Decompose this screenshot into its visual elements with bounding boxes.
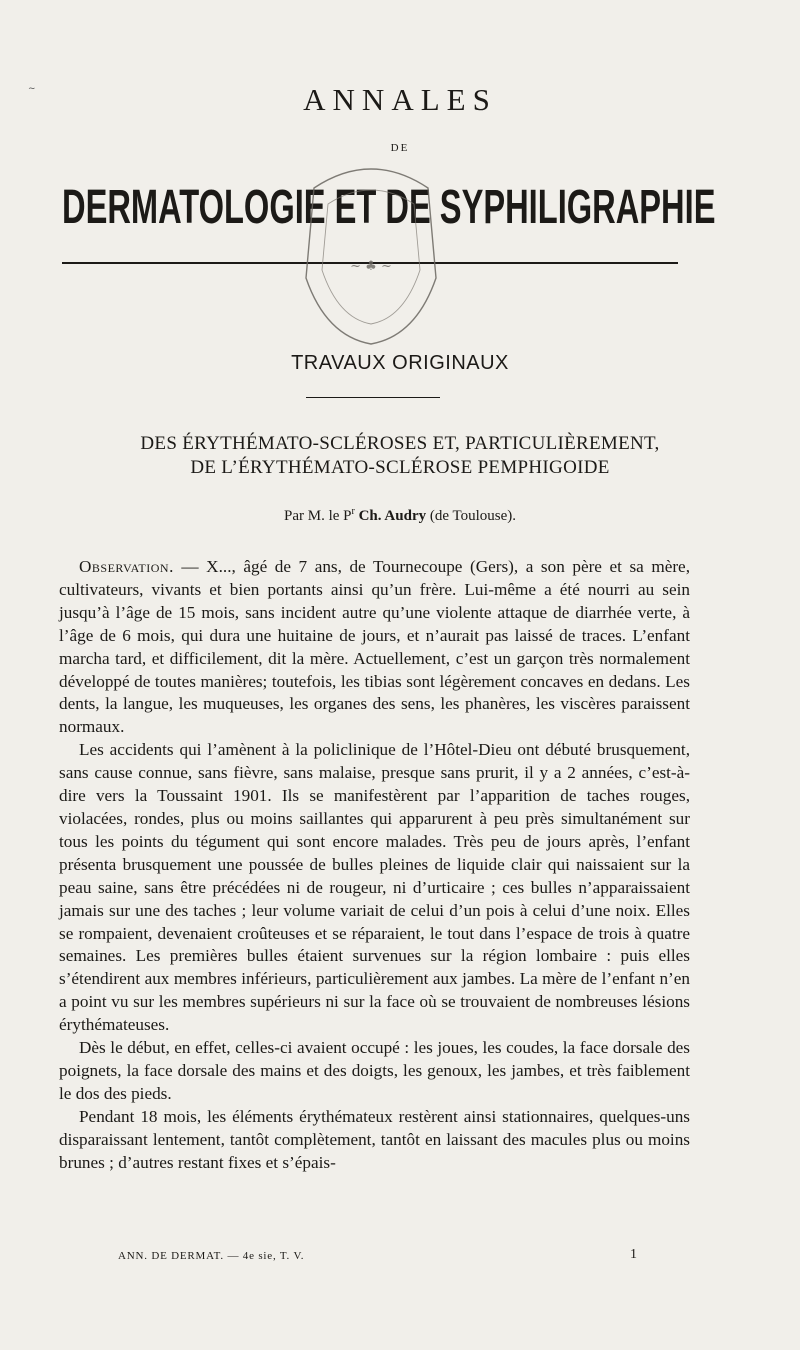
- journal-title: DERMATOLOGIE ET DE SYPHILIGRAPHIE: [62, 181, 716, 234]
- library-stamp: [296, 158, 446, 348]
- article-title-line1: DES ÉRYTHÉMATO-SCLÉROSES ET, PARTICULIÈREMENT,: [140, 433, 660, 454]
- author-name: Ch. Audry: [358, 508, 427, 524]
- section-rule: [306, 397, 440, 398]
- paragraph: [59, 556, 690, 739]
- paragraph: Pendant 18 mois, les éléments érythémateux restèrent ainsi stationnaires, quelques-uns disparaissant lentement, tantôt complètement, tantôt en laissant des macules plus ou moins brunes ; d’autres restant fixes et s’épais-: [59, 1106, 690, 1172]
- observation-label: Observation.: [79, 557, 174, 576]
- byline-suffix: (de Toulouse).: [429, 508, 517, 524]
- journal-annales: ANNALES: [303, 82, 497, 117]
- article-body: [59, 556, 690, 1174]
- paragraph-text: — X..., âgé de 7 ans, de Tournecoupe (Gers), a son père et sa mère, cultivateurs, vivants et bien portants ainsi qu’un frère. Lui-même a été nourri au sein jusqu’à l’âge de 15 mois, sans incident autre qu’une violente attaque de diarrhée verte, à l’âge de 6 mois, qui dura une huitaine de jours, et n’aurait pas laissé de traces. L’enfant marcha tard, et difficilement, dit la mère. Actuellement, c’est un garçon très normalement développé de toutes manières; toutefois, les tibias sont légèrement concaves en dedans. Les dents, la langue, les muqueuses, les organes des sens, les phanères, les viscères paraissent normaux.: [59, 557, 690, 737]
- journal-de: DE: [390, 142, 410, 154]
- ink-mark: ~: [28, 84, 36, 94]
- paragraph: Dès le début, en effet, celles-ci avaient occupé : les joues, les coudes, la face dorsale des poignets, la face dorsale des mains et des doigts, les genoux, les jambes, et très faiblement le dos des pieds.: [59, 1038, 690, 1103]
- page-number: 1: [630, 1247, 637, 1262]
- article-title-line2: DE L’ÉRYTHÉMATO-SCLÉROSE PEMPHIGOIDE: [190, 457, 610, 478]
- paragraph: Les accidents qui l’amènent à la policlinique de l’Hôtel-Dieu ont débuté brusquement, sans cause connue, sans fièvre, sans malaise, presque sans prurit, il y a 2 années, c’est-à-dire vers la Toussaint 1901. Ils se manifestèrent par l’apparition de taches rouges, violacées, rondes, plus ou moins saillantes qui apparurent à peu près simultanément sur tous les points du tégument qui sont encore malades. Très peu de jours après, l’enfant présenta brusquement une poussée de bulles pleines de liquide clair qui naissaient sur la peau saine, sans être précédées ni de rougeur, ni d’urticaire ; ces bulles n’apparaissaient jamais sur une des taches ; leur volume variait de celui d’un pois à celui d’une noix. Elles se rompaient, devenaient croûteuses et se réparaient, le tout dans l’espace de trois à quatre semaines. Les premières bulles étaient survenues sur la région lombaire : puis elles s’étendirent aux membres inférieurs, particulièrement aux jambes. La mère de l’enfant n’en a point vu sur les membres supérieurs ni sur la face où se trouvaient de nombreuses lésions érythémateuses.: [59, 740, 690, 1035]
- section-heading: TRAVAUX ORIGINAUX: [291, 352, 509, 374]
- article-title: [0, 432, 800, 480]
- svg-text:~ ♣ ~: ~ ♣ ~: [350, 259, 392, 274]
- byline: [0, 506, 800, 525]
- running-footer: ANN. DE DERMAT. — 4e sie, T. V.: [118, 1250, 305, 1262]
- byline-sup: r: [351, 506, 355, 517]
- byline-prefix: Par M. le P: [283, 508, 352, 524]
